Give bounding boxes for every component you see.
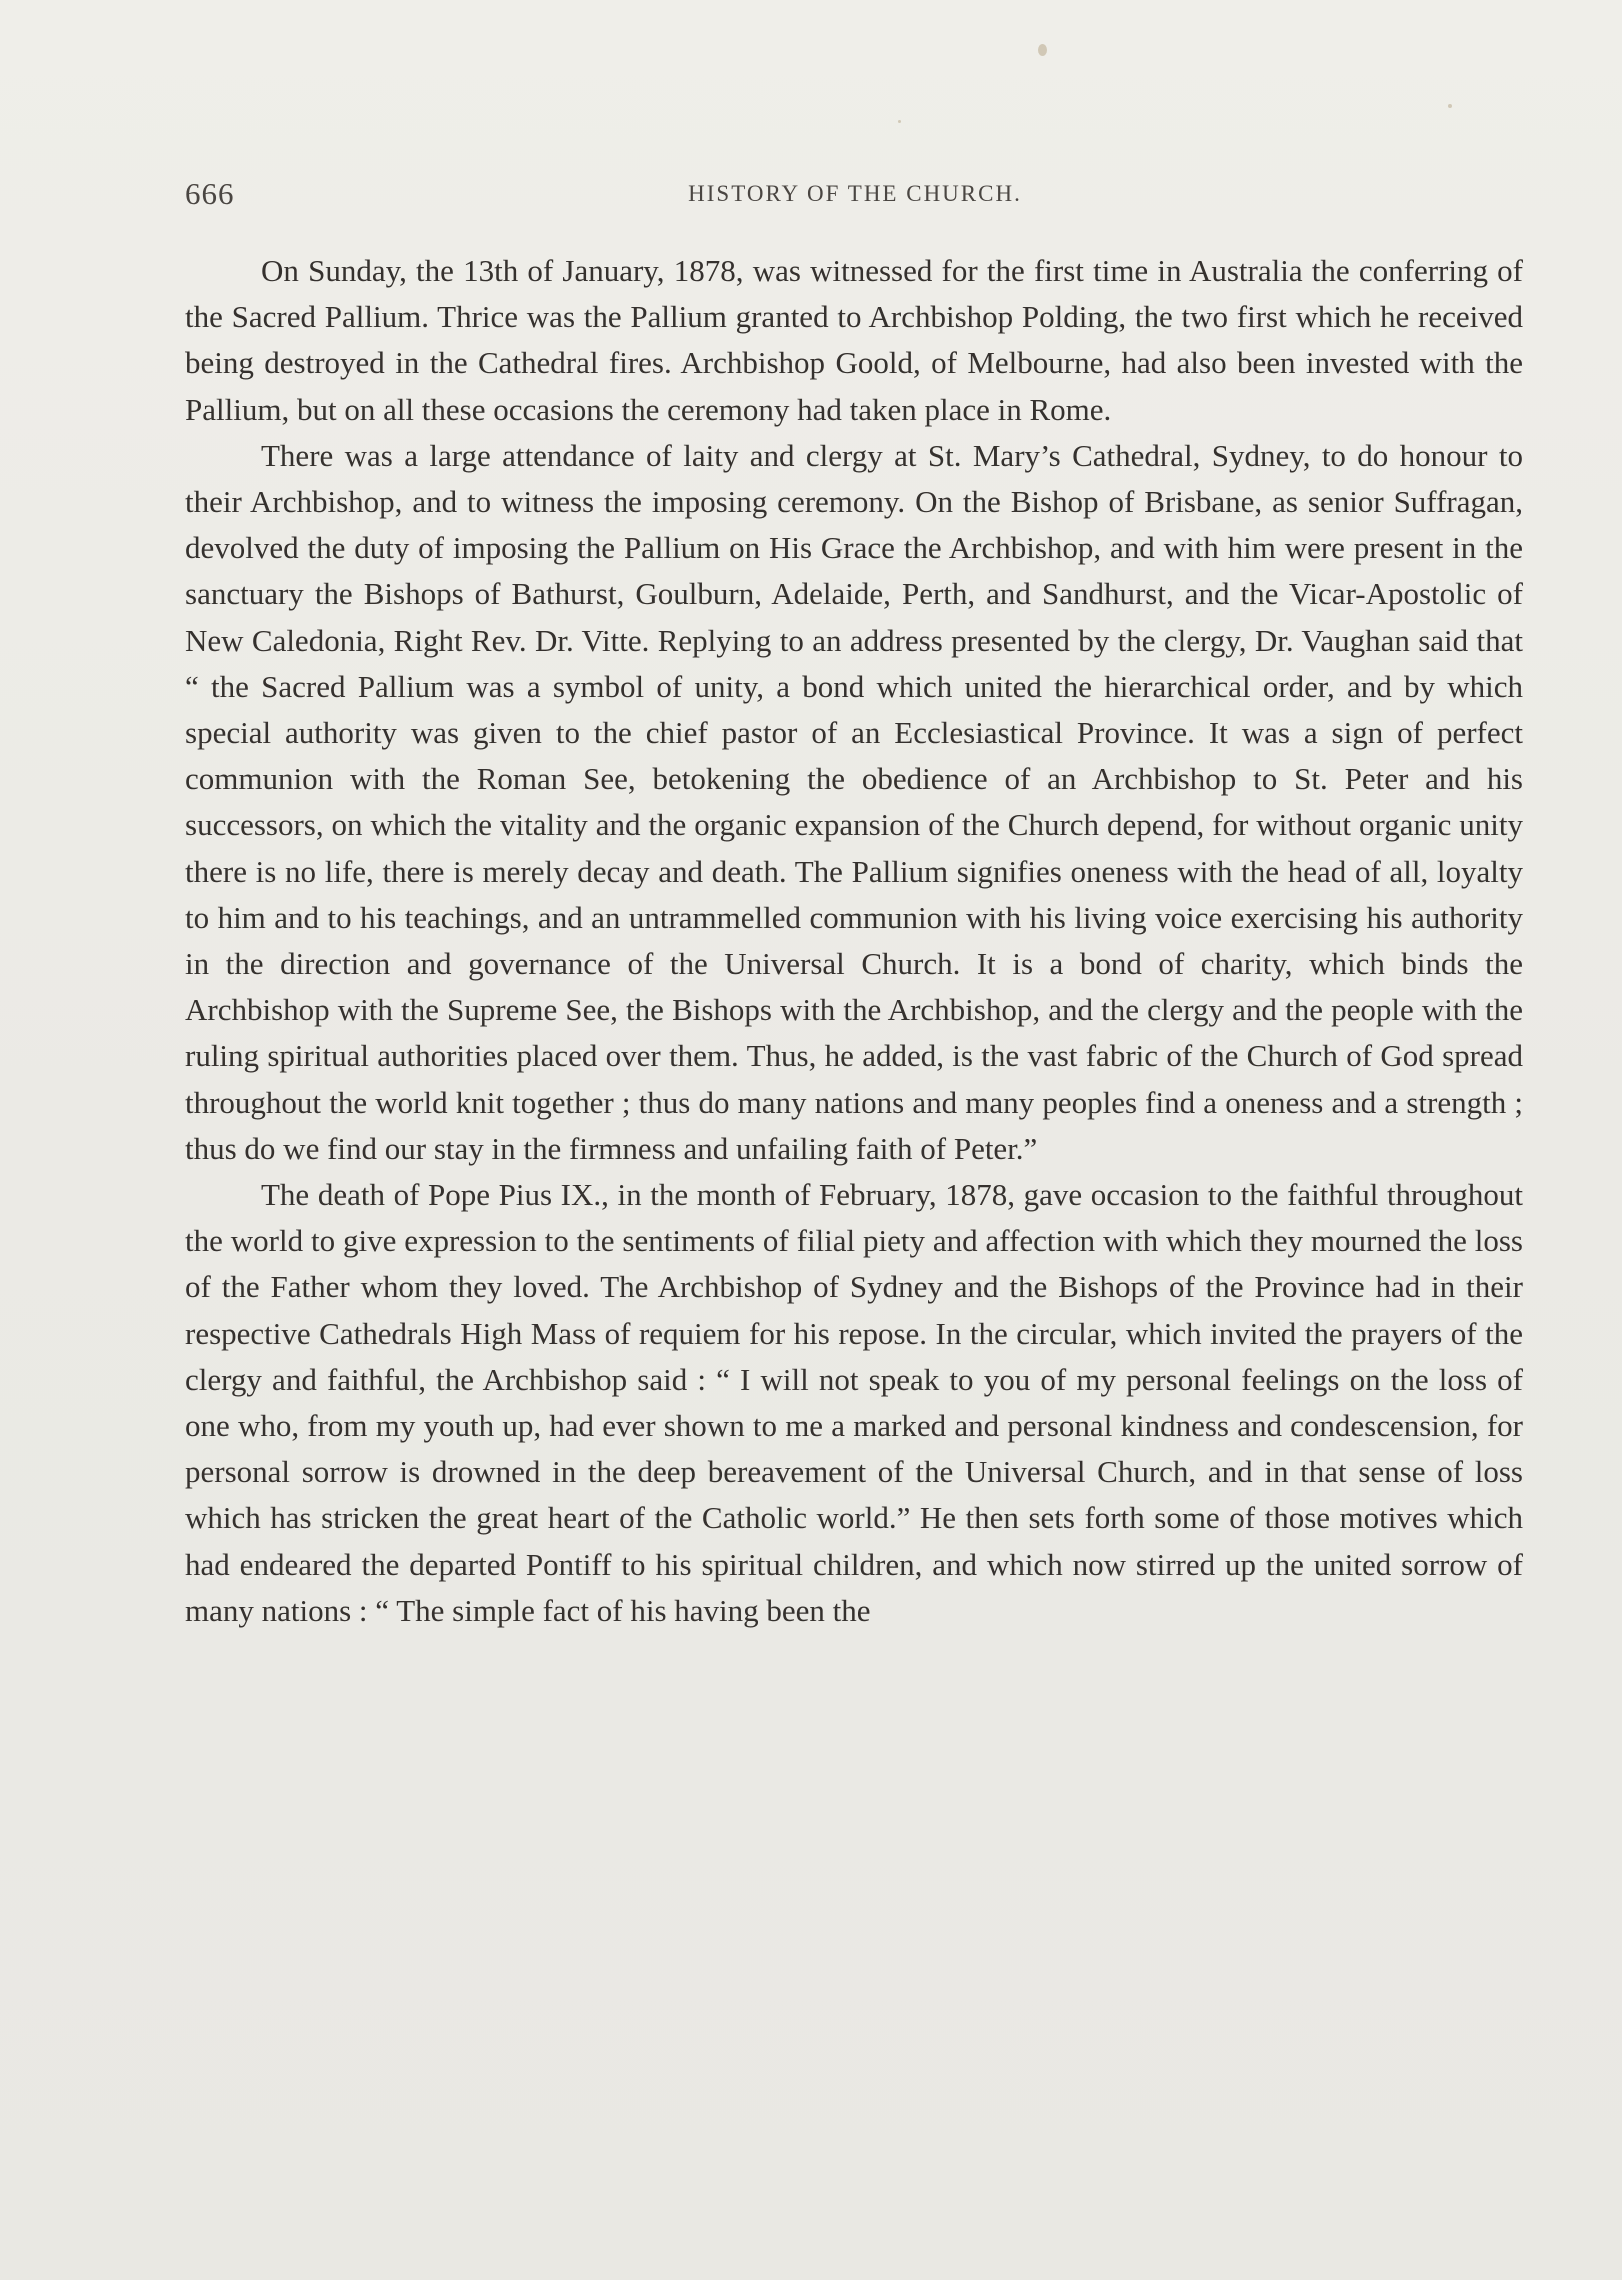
- paper-speck: [1038, 44, 1047, 56]
- paragraph-pallium-conferred: On Sunday, the 13th of January, 1878, was witnessed for the first time in Australia the conferring of the Sacred Pallium. Thrice was the Pallium granted to Archbishop Polding, the two first which he received being destroyed in the Cathedral fires. Archbishop Goold, of Melbourne, had also been invested with the Pallium, but on all these occasions the ceremony had taken place in Rome.: [185, 253, 1523, 427]
- paragraph-cathedral-ceremony: There was a large attendance of laity and clergy at St. Mary’s Cathedral, Sydney, to do honour to their Archbishop, and to witness the imposing ceremony. On the Bishop of Brisbane, as senior Suffragan, devolved the duty of imposing the Pallium on His Grace the Archbishop, and with him were present in the sanctuary the Bishops of Bathurst, Goulburn, Adelaide, Perth, and Sandhurst, and the Vicar-Apostolic of New Caledonia, Right Rev. Dr. Vitte. Replying to an address presented by the clergy, Dr. Vaughan said that “ the Sacred Pallium was a symbol of unity, a bond which united the hierarchical order, and by which special authority was given to the chief pastor of an Ecclesiastical Province. It was a sign of perfect communion with the Roman See, betokening the obedience of an Archbishop to St. Peter and his successors, on which the vitality and the organic expansion of the Church depend, for without organic unity there is no life, there is merely decay and death. The Pallium signifies oneness with the head of all, loyalty to him and to his teachings, and an untrammelled communion with his living voice exercising his authority in the direction and governance of the Universal Church. It is a bond of charity, which binds the Archbishop with the Supreme See, the Bishops with the Archbishop, and the clergy and the people with the ruling spiritual authorities placed over them. Thus, he added, is the vast fabric of the Church of God spread throughout the world knit together ; thus do many nations and many peoples find a oneness and a strength ; thus do we find our stay in the firmness and unfailing faith of Peter.”: [185, 437, 1523, 1166]
- paper-speck: [898, 120, 901, 123]
- page-number: 666: [185, 176, 235, 211]
- running-title: HISTORY OF THE CHURCH.: [688, 181, 1022, 206]
- page-header: [185, 176, 1525, 220]
- paragraph-death-of-pius-ix: The death of Pope Pius IX., in the month of February, 1878, gave occasion to the faithful throughout the world to give expression to the sentiments of filial piety and affection with which they mourned the loss of the Father whom they loved. The Archbishop of Sydney and the Bishops of the Province had in their respective Cathedrals High Mass of requiem for his repose. In the circular, which invited the prayers of the clergy and faithful, the Archbishop said : “ I will not speak to you of my personal feelings on the loss of one who, from my youth up, had ever shown to me a marked and personal kindness and condescension, for personal sorrow is drowned in the deep bereavement of the Universal Church, and in that sense of loss which has stricken the great heart of the Catholic world.” He then sets forth some of those motives which had endeared the departed Pontiff to his spiritual children, and which now stirred up the united sorrow of many nations : “ The simple fact of his having been the: [185, 1177, 1523, 1628]
- paper-speck: [1448, 104, 1452, 108]
- body-text: [185, 248, 1523, 1634]
